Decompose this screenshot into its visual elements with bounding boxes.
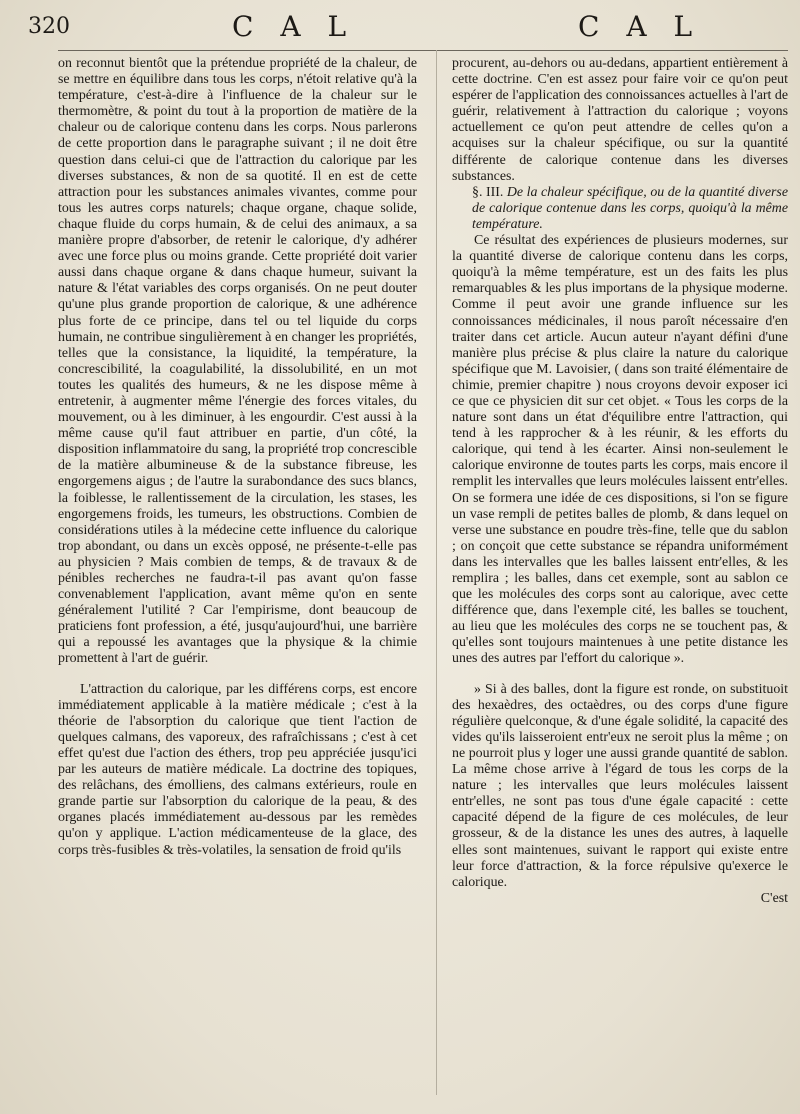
header-rule [58, 50, 788, 51]
section-number: §. III. [472, 184, 504, 200]
running-head-left: C A L [232, 10, 356, 43]
running-head-right: C A L [578, 10, 702, 43]
left-paragraph-2: L'attraction du calorique, par les différens corps, est encore immédiatement applicable à la matière médicale ; c'est à la théorie de l'absorption du calorique que tient l'action de quelques calmans, des vaporeux, des rafraîchissans ; c'est à cet effet qu'est due l'action des éthers, trop peu appréciée jusqu'ici par les auteurs de matière médicale. La doctrine des topiques, des relâchans, des émolliens, des calmans extérieurs, roule en grande partie sur l'absorption du calorique de la peau, & des organes placés immédiatement au-dessous par les remèdes qu'on y applique. L'action médicamenteuse de la glace, des corps très-fusibles & très-volatiles, la sensation de froid qu'ils [58, 681, 417, 858]
right-paragraph-2: Ce résultat des expériences de plusieurs modernes, sur la quantité diverse de calorique contenu dans les corps, quoiqu'à la même température, est un des faits les plus remarquables & les plus importans de la physique moderne. Comme il peut avoir une grande influence sur les connoissances médicinales, il nous paroît nécessaire d'en traiter dans cet article. Aucun auteur n'ayant défini d'une manière plus précise & plus claire la nature du calorique spécifique que M. Lavoisier, ( dans son traité élémentaire de chimie, premier chapitre ) nous croyons devoir exposer ici ce que ce physicien dit sur cet objet. « Tous les corps de la nature sont dans un état d'équilibre entre l'attraction, qui tend à les rapprocher & à les réunir, & les efforts du calorique, qui tend à les écarter. Ainsi non-seulement le calorique environne de toutes parts les corps, mais encore il remplit les intervalles que leurs molécules laissent entr'elles. On se formera une idée de ces dispositions, si l'on se figure un vase rempli de petites balles de plomb, & dans lequel on verse une substance en poudre très-fine, telle que du sablon ; on conçoit que cette substance se répandra uniformément dans les intervalles que les balles laissent entr'elles, & les remplira ; les balles, dans cet exemple, sont au sablon ce que les molécules des corps sont au calorique, avec cette différence que, dans l'exemple cité, les balles se touchent, au lieu que les molécules des corps ne se touchent pas, & qu'elles sont toujours maintenues à une petite distance les unes des autres par l'effort du calorique ». [452, 233, 788, 667]
right-paragraph-3: » Si à des balles, dont la figure est ronde, on substituoit des hexaèdres, des octaèdres, ou des corps d'une figure régulière quelconque, & d'une égale solidité, la capacité des vides qu'ils laisseroient entr'eux ne seroit plus la même ; on ne pourroit plus y loger une aussi grande quantité de sablon. La même chose arrive à l'égard de tous les corps de la nature ; les intervalles que leurs molécules laissent entr'elles, ne sont pas tous d'une égale capacité : cette capacité dépend de la figure de ces molécules, de leur grosseur, & de la distance les unes des autres, à laquelle elles sont maintenues, suivant le rapport qui existe entre leur force d'attraction, & la force répulsive qu'exerce le calorique. [452, 681, 788, 890]
right-column [452, 56, 788, 907]
section-heading [452, 185, 788, 233]
page-number: 320 [28, 14, 70, 39]
column-separator [436, 50, 437, 1095]
section-title: De la chaleur spécifique, ou de la quantité diverse de calorique contenue dans les corps, quoiqu'à la même température. [472, 184, 788, 232]
right-paragraph-1: procurent, au-dehors ou au-dedans, appartient entièrement à cette doctrine. C'en est assez pour faire voir ce qu'on peut espérer de l'application des connoissances actuelles à l'art de guérir, relativement à l'attraction du calorique ; voyons actuellement ce qu'on peut attendre de celles qu'on a acquises sur la chaleur spécifique, ou sur la quantité différente de calorique contenue dans les diverses substances. [452, 56, 788, 184]
left-paragraph-1: on reconnut bientôt que la prétendue propriété de la chaleur, de se mettre en équilibre dans tous les corps, n'étoit relative qu'à la température, c'est-à-dire à l'influence de la chaleur sur le thermomètre, & point du tout à la proportion de matière de la chaleur ou de calorique contenu dans les corps. Nous parlerons de cette proportion dans le paragraphe suivant ; il ne doit être question dans celui-ci que de l'attraction du calorique par les diverses substances, & non de sa quotité. Il en est de cette attraction pour les substances animales vivantes, comme pour tous les autres corps naturels; chaque organe, chaque solide, chaque fluide du corps humain, & de celui des animaux, a sa manière propre d'absorber, de retenir le calorique, d'y adhérer avec une force plus ou moins grande. Cette propriété doit varier aussi dans chaque organe & dans chaque humeur, suivant la nature & l'état variables des corps organisés. On ne peut douter qu'une plus grande proportion de calorique, & une adhérence plus forte de ce principe, dans tel ou tel liquide du corps humain, ne contribue singulièrement à en changer les propriétés, telles que la consistance, la liquidité, la température, la concrescibilité, la coagulabilité, la dissolubilité, en un mot toutes les qualités des humeurs, & ne les dispose même à entretenir, à augmenter même l'énergie des forces vitales, du mouvement, ou à les diminuer, à les engourdir. C'est aussi à la même cause qu'il faut attribuer en partie, d'un côté, la disposition inflammatoire du sang, la propriété trop concrescible de la matière albumineuse & de la substance fibreuse, les engorgemens aigus ; de l'autre la surabondance des sucs blancs, la foiblesse, le rallentissement de la circulation, les stases, les engorgemens froids, les tumeurs, les obstructions. Combien de considérations utiles à la médecine cette influence du calorique trop abondant, ou dans un excès opposé, ne présente-t-elle pas au physicien ? Mais combien de temps, & de travaux & de pénibles recherches ne faudra-t-il pas avant qu'on fasse convenablement l'application, avant même qu'on en sente généralement l'utilité ? Car l'empirisme, dont beaucoup de praticiens font profession, a été, jusqu'aujourd'hui, une barrière qui a repoussé les avantages que la physique & la chimie promettent à l'art de guérir. [58, 56, 417, 667]
left-column [58, 56, 417, 859]
catchword: C'est [760, 890, 788, 906]
